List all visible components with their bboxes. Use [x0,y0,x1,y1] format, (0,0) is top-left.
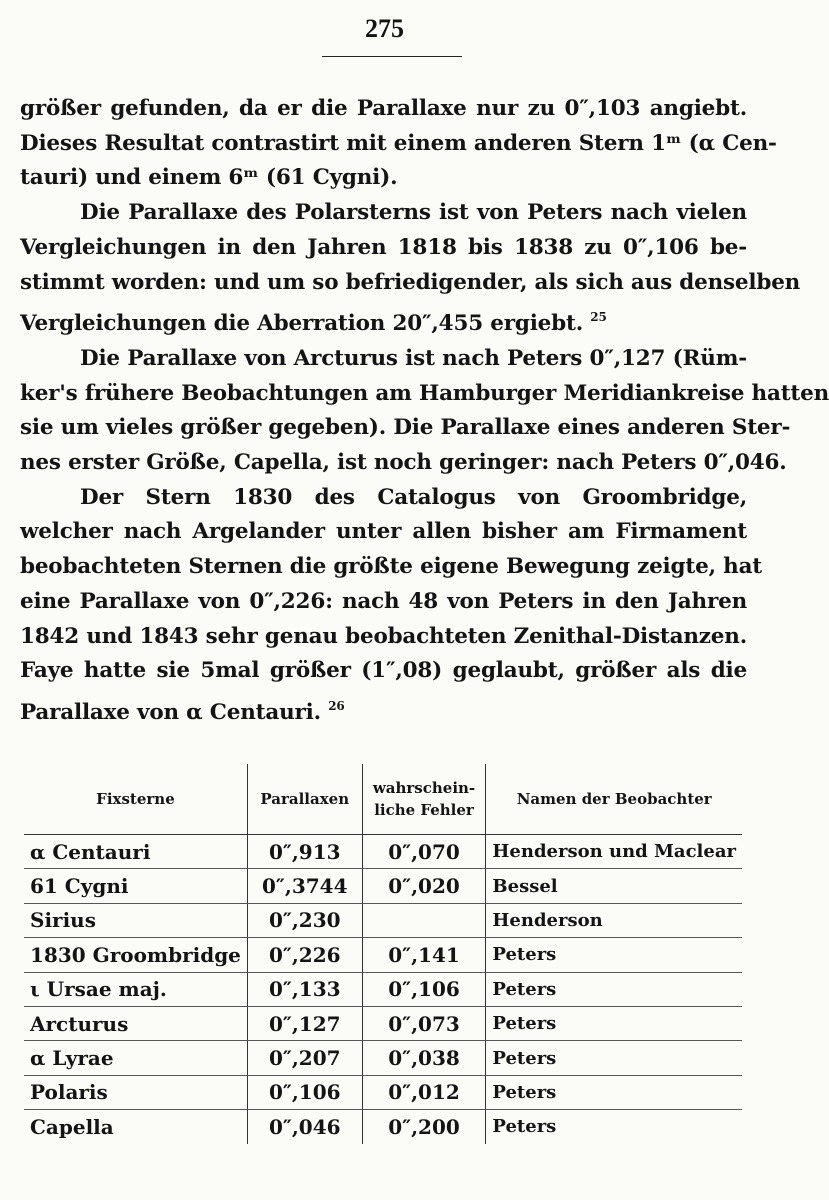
table-row [24,903,742,937]
cell-observers: Bessel [486,869,742,903]
cell-parallax: 0″,207 [247,1041,362,1075]
cell-error: 0″,141 [362,938,486,972]
cell-star: α Centauri [24,835,247,869]
text-line: ker's frühere Beobachtungen am Hamburger Meridiankreise hatten [20,380,829,406]
text-line: Dieses Resultat contrastirt mit einem anderen Stern 1ᵐ (α Cen- [20,130,777,156]
text-line: sie um vieles größer gegeben). Die Parallaxe eines anderen Ster- [20,415,791,441]
cell-parallax: 0″,133 [247,972,362,1006]
text-line: größer gefunden, da er die Parallaxe nur zu 0″,103 angiebt. [20,96,747,121]
parallax-table [24,764,742,1144]
cell-star: α Lyrae [24,1041,247,1075]
cell-error [362,903,486,937]
text-line: 1842 und 1843 sehr genau beobachteten Zenithal-Distanzen. [20,623,747,649]
table-row [24,869,742,903]
text-line: Faye hatte sie 5mal größer (1″,08) geglaubt, größer als die [20,658,747,684]
cell-observers: Henderson und Maclear [486,835,742,869]
cell-parallax: 0″,046 [247,1110,362,1144]
cell-observers: Peters [486,1075,742,1109]
text-line: welcher nach Argelander unter allen bisher am Firmament [20,519,747,545]
paragraph-start-line: Die Parallaxe von Arcturus ist nach Peters 0″,127 (Rüm- [80,345,747,371]
text-line: eine Parallaxe von 0″,226: nach 48 von Peters in den Jahren [20,588,747,614]
cell-observers: Henderson [486,903,742,937]
cell-error: 0″,200 [362,1110,486,1144]
cell-parallax: 0″,127 [247,1006,362,1040]
paragraph-start-line: Die Parallaxe des Polarsterns ist von Peters nach vielen [80,200,747,226]
footnote-ref-25: 25 [590,310,607,325]
text-line-content: Vergleichungen die Aberration 20″,455 ergiebt. [20,311,583,337]
cell-parallax: 0″,3744 [247,869,362,903]
text-line: beobachteten Sternen die größte eigene Bewegung zeigte, hat [20,554,763,580]
table-row [24,972,742,1006]
text-line: Vergleichungen in den Jahren 1818 bis 1838 zu 0″,106 be- [20,234,747,260]
table-row [24,1075,742,1109]
cell-error: 0″,070 [362,835,486,869]
cell-error: 0″,106 [362,972,486,1006]
cell-star: 1830 Groombridge [24,938,247,972]
header-star: Fixsterne [24,764,247,835]
table-row [24,938,742,972]
cell-observers: Peters [486,1006,742,1040]
cell-error: 0″,073 [362,1006,486,1040]
cell-observers: Peters [486,938,742,972]
text-line: tauri) und einem 6ᵐ (61 Cygni). [20,165,398,191]
header-parallax: Parallaxen [247,764,362,835]
cell-observers: Peters [486,1041,742,1075]
header-error [362,764,486,835]
text-line [20,300,747,342]
cell-parallax: 0″,226 [247,938,362,972]
table-row [24,1110,742,1144]
table-header-row [24,764,742,835]
cell-error: 0″,020 [362,869,486,903]
body-text [20,92,829,731]
header-error-line2: liche Fehler [374,801,474,819]
text-line-content: Parallaxe von α Centauri. [20,699,321,725]
text-line [20,689,747,731]
cell-observers: Peters [486,972,742,1006]
cell-star: Arcturus [24,1006,247,1040]
cell-observers: Peters [486,1110,742,1144]
paragraph-start-line: Der Stern 1830 des Catalogus von Groombridge, [80,484,747,510]
cell-error: 0″,012 [362,1075,486,1109]
cell-star: Sirius [24,903,247,937]
table-row [24,835,742,869]
cell-star: Capella [30,1114,114,1139]
header-rule [322,56,462,57]
footnote-ref-26: 26 [328,698,345,713]
cell-star: 61 Cygni [24,869,247,903]
text-line: nes erster Größe, Capella, ist noch geringer: nach Peters 0″,046. [20,450,787,476]
cell-parallax: 0″,106 [247,1075,362,1109]
cell-parallax: 0″,230 [247,903,362,937]
table-row [24,1006,742,1040]
cell-star: Polaris [24,1075,247,1109]
table-row [24,1041,742,1075]
header-observers: Namen der Beobachter [486,764,742,835]
cell-star: ι Ursae maj. [24,972,247,1006]
header-error-line1: wahrschein- [372,779,476,797]
cell-parallax: 0″,913 [247,835,362,869]
text-line: stimmt worden: und um so befriedigender, als sich aus denselben [20,269,801,295]
cell-error: 0″,038 [362,1041,486,1075]
page-number: 275 [365,14,404,43]
